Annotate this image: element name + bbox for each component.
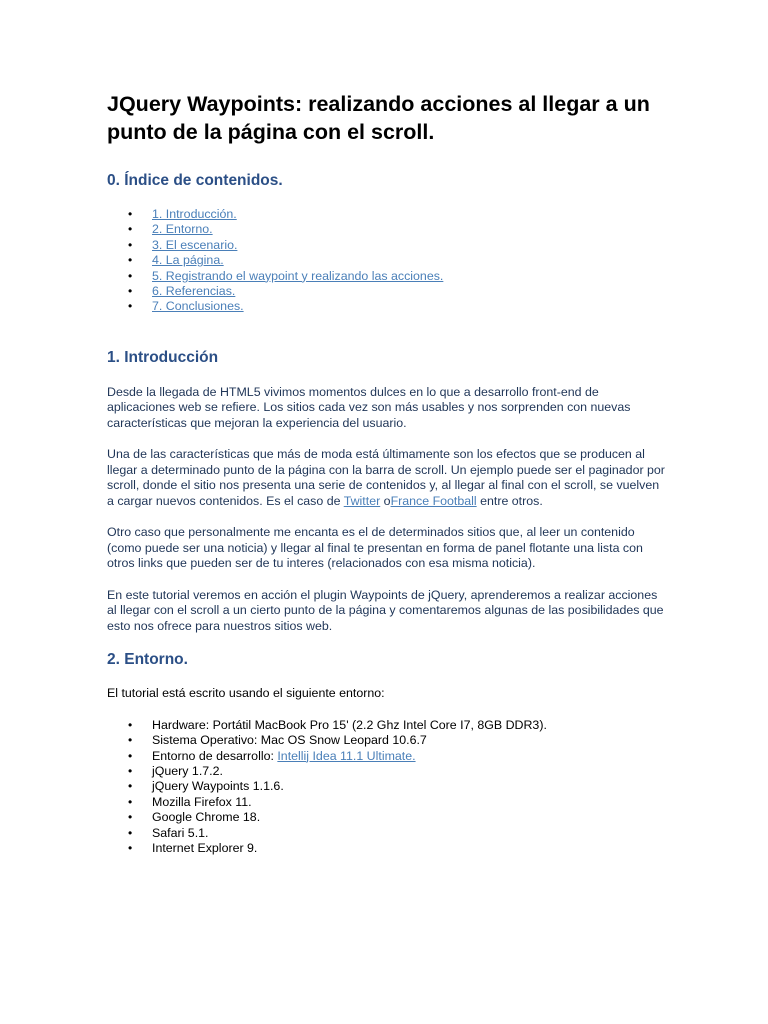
intro-paragraph-3: Otro caso que personalmente me encanta es el de determinados sitios que, al leer un contenido (como puede ser una noticia) y llegar al final te presentan en forma de panel flotante una lista con otros links que pueden ser de tu interes (relacionados con esa misma noticia). [107, 525, 643, 571]
intro-heading: 1. Introducción [107, 348, 219, 366]
environment-item [107, 764, 667, 779]
bullet-icon: • [128, 268, 133, 283]
environment-item [107, 795, 667, 810]
intro-paragraph-2 [107, 447, 667, 509]
toc-item [107, 253, 667, 268]
environment-item [107, 841, 667, 856]
environment-item-text: Safari 5.1. [152, 825, 209, 840]
bullet-icon: • [128, 253, 133, 268]
toc-link-referencias[interactable]: 6. Referencias. [152, 284, 236, 299]
index-heading: 0. Índice de contenidos. [107, 172, 283, 189]
environment-heading: 2. Entorno. [107, 651, 188, 669]
environment-item [107, 779, 667, 794]
bullet-icon: • [128, 810, 133, 825]
table-of-contents [107, 207, 667, 315]
environment-intro: El tutorial está escrito usando el siguiente entorno: [107, 686, 385, 701]
france-football-link[interactable]: France Football [390, 493, 477, 508]
toc-item [107, 238, 667, 253]
document-page [107, 90, 667, 857]
bullet-icon: • [128, 222, 133, 237]
toc-item [107, 299, 667, 314]
document-title: JQuery Waypoints: realizando acciones al llegar a un punto de la página con el scroll. [107, 92, 650, 144]
bullet-icon: • [128, 779, 133, 794]
toc-link-pagina[interactable]: 4. La página. [152, 253, 224, 268]
environment-item-text: jQuery Waypoints 1.1.6. [152, 779, 284, 794]
intro-paragraph-2-connector: o [380, 493, 391, 508]
bullet-icon: • [128, 764, 133, 779]
environment-item-text: Internet Explorer 9. [152, 841, 258, 856]
environment-item [107, 733, 667, 748]
bullet-icon: • [128, 825, 133, 840]
environment-list [107, 718, 667, 857]
environment-item-text: Hardware: Portátil MacBook Pro 15' (2.2 Ghz Intel Core I7, 8GB DDR3). [152, 717, 547, 732]
environment-item-text: Google Chrome 18. [152, 810, 261, 825]
bullet-icon: • [128, 794, 133, 809]
environment-item [107, 810, 667, 825]
toc-link-entorno[interactable]: 2. Entorno. [152, 222, 213, 237]
intro-paragraph-4: En este tutorial veremos en acción el plugin Waypoints de jQuery, aprenderemos a realizar acciones al llegar con el scroll a un cierto punto de la página y comentaremos algunas de las posibilidades que esto nos ofrece para nuestros sitios web. [107, 587, 664, 633]
toc-link-conclusiones[interactable]: 7. Conclusiones. [152, 299, 244, 314]
bullet-icon: • [128, 237, 133, 252]
bullet-icon: • [128, 299, 133, 314]
bullet-icon: • [128, 748, 133, 763]
intro-paragraph-2-text: Una de las características que más de moda está últimamente son los efectos que se producen al llegar a determinado punto de la página con la barra de scroll. Un ejemplo puede ser el paginador por scroll, donde el sitio nos presenta una serie de contenidos y, al llegar al final con el scroll, se vuelven a cargar nuevos contenidos. Es el caso de [107, 447, 665, 508]
toc-link-introduccion[interactable]: 1. Introducción. [152, 207, 237, 221]
environment-item-prefix: Entorno de desarrollo: [152, 748, 278, 763]
environment-item [107, 749, 667, 764]
intro-paragraph-1: Desde la llegada de HTML5 vivimos momentos dulces en lo que a desarrollo front-end de aplicaciones web se refiere. Los sitios cada vez son más usables y nos sorprenden con nuevas características que mejoran la experiencia del usuario. [107, 384, 631, 430]
twitter-link[interactable]: Twitter [343, 493, 381, 508]
toc-item [107, 207, 667, 222]
toc-link-registrando[interactable]: 5. Registrando el waypoint y realizando las acciones. [152, 268, 444, 283]
bullet-icon: • [128, 841, 133, 856]
bullet-icon: • [128, 284, 133, 299]
environment-item [107, 718, 667, 733]
intro-paragraph-2-end: entre otros. [476, 493, 543, 508]
intellij-link[interactable]: Intellij Idea 11.1 Ultimate. [277, 748, 416, 763]
bullet-icon: • [128, 207, 133, 221]
environment-item-text: Mozilla Firefox 11. [152, 794, 252, 809]
bullet-icon: • [128, 717, 133, 732]
environment-item [107, 826, 667, 841]
toc-link-escenario[interactable]: 3. El escenario. [152, 237, 238, 252]
toc-item [107, 222, 667, 237]
toc-item [107, 284, 667, 299]
toc-item [107, 269, 667, 284]
bullet-icon: • [128, 733, 133, 748]
environment-item-text: jQuery 1.7.2. [152, 764, 223, 779]
environment-item-text: Sistema Operativo: Mac OS Snow Leopard 10.6.7 [152, 733, 427, 748]
